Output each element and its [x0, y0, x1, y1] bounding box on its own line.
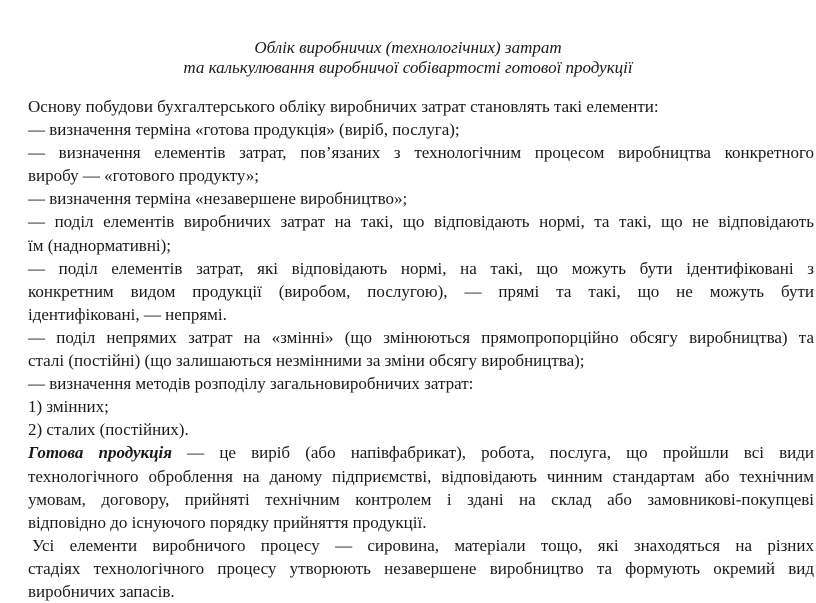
- list-item: — поділ елементів затрат, які відповідають нормі, на такі, що можуть бути ідентифіковані з: [28, 258, 814, 278]
- numbered-item: 1) змінних;: [28, 397, 109, 417]
- list-item-continuation: їм (наднормативні);: [28, 235, 172, 255]
- final-paragraph-line: Усі елементи виробничого процесу — сировина, матеріали тощо, які знаходяться на різних: [32, 535, 814, 555]
- list-item: — визначення терміна «готова продукція» (виріб, послуга);: [28, 120, 460, 140]
- list-item: — поділ елементів виробничих затрат на такі, що відповідають нормі, та такі, що не відповідають: [28, 212, 814, 232]
- list-item-continuation: ідентифіковані, — непрямі.: [28, 304, 227, 324]
- definition-term: Готова продукція: [28, 443, 173, 463]
- definition-line: [28, 441, 814, 464]
- definition-line: технологічного оброблення на даному підприємстві, відповідають чинним стандартам або технічним: [28, 466, 814, 486]
- paragraph-line: Основу побудови бухгалтерського обліку виробничих затрат становлять такі елементи:: [28, 97, 659, 116]
- final-paragraph-line: стадіях технологічного процесу утворюють незавершене виробництво та формують окремий вид: [28, 558, 814, 578]
- final-paragraph-line: виробничих запасів.: [28, 581, 175, 601]
- definition-line: відповідно до існуючого порядку прийняття продукції.: [28, 512, 427, 532]
- numbered-item: 2) сталих (постійних).: [28, 420, 189, 440]
- definition-line: умовам, договору, прийняті технічним контролем і здані на склад або замовникові-покупцеві: [28, 489, 814, 509]
- document-title-line-1: Облік виробничих (технологічних) затрат: [254, 38, 562, 57]
- list-item-continuation: виробу — «готового продукту»;: [28, 166, 260, 186]
- document-title-line-2: та калькулювання виробничої собівартості готової продукції: [183, 58, 633, 77]
- list-item: — визначення терміна «незавершене виробництво»;: [28, 189, 408, 209]
- list-item: — поділ непрямих затрат на «змінні» (що змінюються прямопропорційно обсягу виробництва) та: [28, 327, 814, 347]
- list-item-continuation: конкретним видом продукції (виробом, послугою), — прямі та такі, що не можуть бути: [28, 281, 814, 301]
- list-item-continuation: сталі (постійні) (що залишаються незмінними за зміни обсягу виробництва);: [28, 351, 585, 371]
- definition-text: — це виріб (або напівфабрикат), робота, послуга, що пройшли всі види: [172, 443, 815, 463]
- list-item: — визначення методів розподілу загальновиробничих затрат:: [28, 374, 474, 394]
- document-body: [28, 95, 814, 603]
- list-item: — визначення елементів затрат, пов’язаних з технологічним процесом виробництва конкретного: [28, 143, 814, 163]
